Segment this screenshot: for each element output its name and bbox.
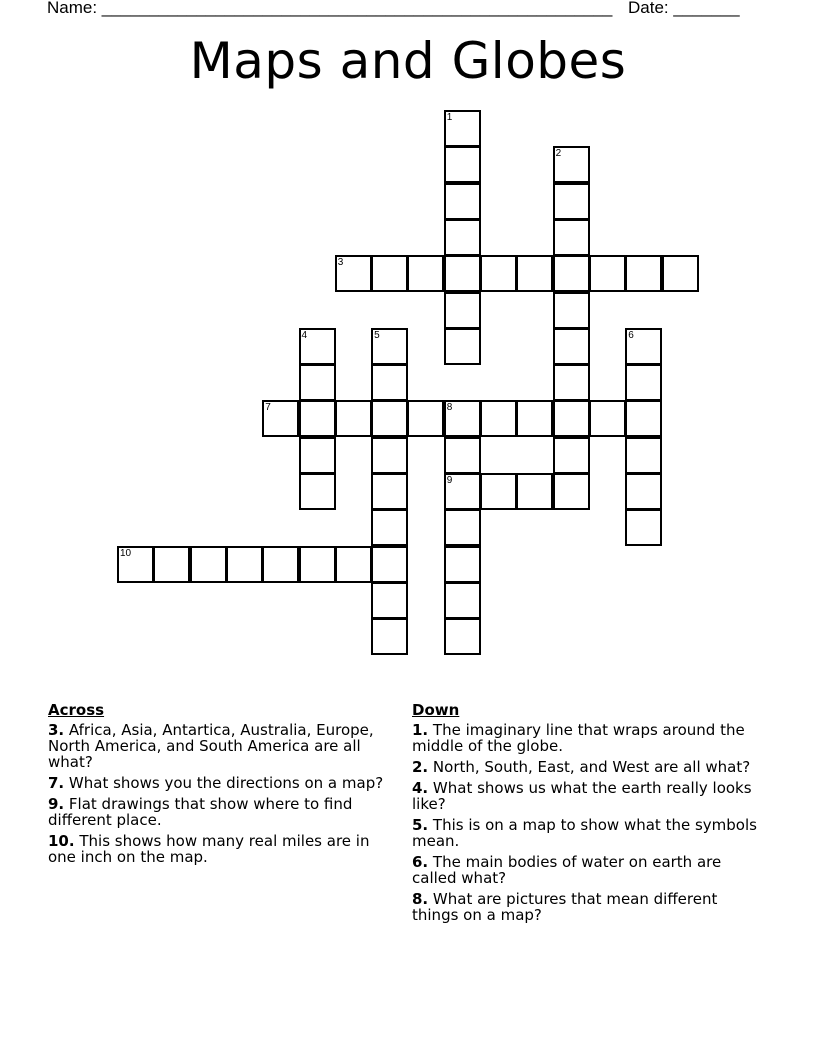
across-clue	[48, 796, 398, 828]
crossword-cell[interactable]	[553, 219, 590, 256]
crossword-cell[interactable]	[444, 437, 481, 474]
across-clue	[48, 722, 398, 770]
cell-number: 3	[337, 257, 344, 269]
crossword-cell[interactable]	[553, 183, 590, 220]
clue-text: What shows you the directions on a map?	[68, 774, 384, 792]
clue-number: 9.	[48, 795, 65, 813]
crossword-cell[interactable]	[371, 618, 408, 655]
crossword-cell[interactable]	[589, 255, 626, 292]
page-title: Maps and Globes	[189, 32, 627, 90]
crossword-cell[interactable]	[516, 473, 553, 510]
clue-number: 5.	[412, 816, 429, 834]
clue-text: Flat drawings that show where to find different place.	[48, 795, 353, 829]
crossword-cell[interactable]	[371, 255, 408, 292]
crossword-cell[interactable]	[553, 400, 590, 437]
down-clue	[412, 722, 762, 754]
crossword-cell[interactable]	[444, 146, 481, 183]
crossword-cell[interactable]	[299, 473, 336, 510]
down-clue	[412, 891, 762, 923]
clue-number: 8.	[412, 890, 429, 908]
crossword-cell[interactable]	[625, 400, 662, 437]
crossword-cell[interactable]	[407, 255, 444, 292]
crossword-cell[interactable]	[553, 292, 590, 329]
crossword-cell[interactable]	[662, 255, 699, 292]
crossword-cell[interactable]	[625, 364, 662, 401]
clue-number: 1.	[412, 721, 429, 739]
crossword-cell[interactable]	[553, 328, 590, 365]
crossword-cell[interactable]	[371, 328, 408, 365]
date-field: Date: _______	[628, 0, 740, 17]
cell-number: 6	[628, 329, 634, 341]
crossword-cell[interactable]	[407, 400, 444, 437]
clue-text: What shows us what the earth really looks like?	[412, 779, 752, 813]
crossword-cell[interactable]	[299, 437, 336, 474]
crossword-cell[interactable]	[299, 546, 336, 583]
crossword-cell[interactable]	[444, 292, 481, 329]
crossword-cell[interactable]	[371, 473, 408, 510]
crossword-cell[interactable]	[371, 400, 408, 437]
clue-text: What are pictures that mean different things on a map?	[412, 890, 718, 924]
crossword-cell[interactable]	[625, 255, 662, 292]
cell-number: 8	[446, 402, 453, 414]
clue-number: 4.	[412, 779, 429, 797]
crossword-cell[interactable]	[262, 546, 299, 583]
crossword-cell[interactable]	[371, 582, 408, 619]
crossword-cell[interactable]	[444, 255, 481, 292]
crossword-cell[interactable]	[480, 400, 517, 437]
cell-number: 7	[265, 402, 271, 414]
crossword-cell[interactable]	[625, 437, 662, 474]
crossword-cell[interactable]	[444, 546, 481, 583]
clue-number: 3.	[48, 721, 65, 739]
crossword-cell[interactable]	[371, 364, 408, 401]
crossword-cell[interactable]	[444, 582, 481, 619]
crossword-cell[interactable]	[625, 509, 662, 546]
down-clue	[412, 759, 762, 775]
clue-text: North, South, East, and West are all what?	[432, 758, 751, 776]
crossword-cell[interactable]	[553, 437, 590, 474]
crossword-cell[interactable]	[444, 473, 481, 510]
cell-number: 4	[301, 329, 308, 341]
crossword-cell[interactable]	[589, 400, 626, 437]
down-heading: Down	[412, 701, 460, 719]
clue-number: 7.	[48, 774, 65, 792]
crossword-cell[interactable]	[117, 546, 154, 583]
cell-number: 1	[446, 112, 453, 123]
crossword-cell[interactable]	[190, 546, 227, 583]
across-clue	[48, 833, 398, 865]
crossword-cell[interactable]	[153, 546, 190, 583]
clue-number: 10.	[48, 832, 75, 850]
clue-text: The imaginary line that wraps around the middle of the globe.	[412, 721, 745, 755]
crossword-cell[interactable]	[625, 473, 662, 510]
down-clues	[412, 702, 762, 928]
crossword-cell[interactable]	[553, 473, 590, 510]
across-clue	[48, 775, 398, 791]
crossword-cell[interactable]	[299, 400, 336, 437]
crossword-cell[interactable]	[516, 255, 553, 292]
crossword-cell[interactable]	[299, 328, 336, 365]
crossword-cell[interactable]	[371, 437, 408, 474]
crossword-cell[interactable]	[371, 546, 408, 583]
crossword-cell[interactable]	[625, 328, 662, 365]
crossword-cell[interactable]	[480, 473, 517, 510]
across-heading: Across	[48, 701, 105, 719]
crossword-cell[interactable]	[226, 546, 263, 583]
crossword-cell[interactable]	[335, 255, 372, 292]
crossword-cell[interactable]	[444, 509, 481, 546]
clue-number: 6.	[412, 853, 429, 871]
down-clue	[412, 780, 762, 812]
crossword-cell[interactable]	[516, 400, 553, 437]
crossword-cell[interactable]	[444, 400, 481, 437]
clue-text: This is on a map to show what the symbols mean.	[412, 816, 757, 850]
crossword-cell[interactable]	[444, 328, 481, 365]
crossword-cell[interactable]	[335, 400, 372, 437]
clue-number: 2.	[412, 758, 429, 776]
crossword-cell[interactable]	[335, 546, 372, 583]
cell-number: 9	[446, 475, 453, 486]
cell-number: 5	[374, 329, 380, 341]
clue-text: This shows how many real miles are in one inch on the map.	[48, 832, 370, 866]
cell-number: 2	[555, 148, 562, 160]
crossword-cell[interactable]	[553, 364, 590, 401]
clue-text: Africa, Asia, Antartica, Australia, Europe, North America, and South America are all what?	[48, 721, 374, 771]
crossword-cell[interactable]	[262, 400, 299, 437]
cell-number: 10	[120, 547, 132, 559]
crossword-cell[interactable]	[553, 255, 590, 292]
crossword-cell[interactable]	[444, 618, 481, 655]
crossword-cell[interactable]	[480, 255, 517, 292]
crossword-cell[interactable]	[371, 509, 408, 546]
crossword-cell[interactable]	[553, 146, 590, 183]
crossword-cell[interactable]	[444, 183, 481, 220]
crossword-cell[interactable]	[299, 364, 336, 401]
crossword-cell[interactable]	[444, 110, 481, 147]
name-field: Name: ______________________________________________________	[47, 0, 613, 17]
down-clue	[412, 817, 762, 849]
clue-text: The main bodies of water on earth are called what?	[412, 853, 722, 887]
crossword-cell[interactable]	[444, 219, 481, 256]
across-clues	[48, 702, 398, 870]
down-clue	[412, 854, 762, 886]
